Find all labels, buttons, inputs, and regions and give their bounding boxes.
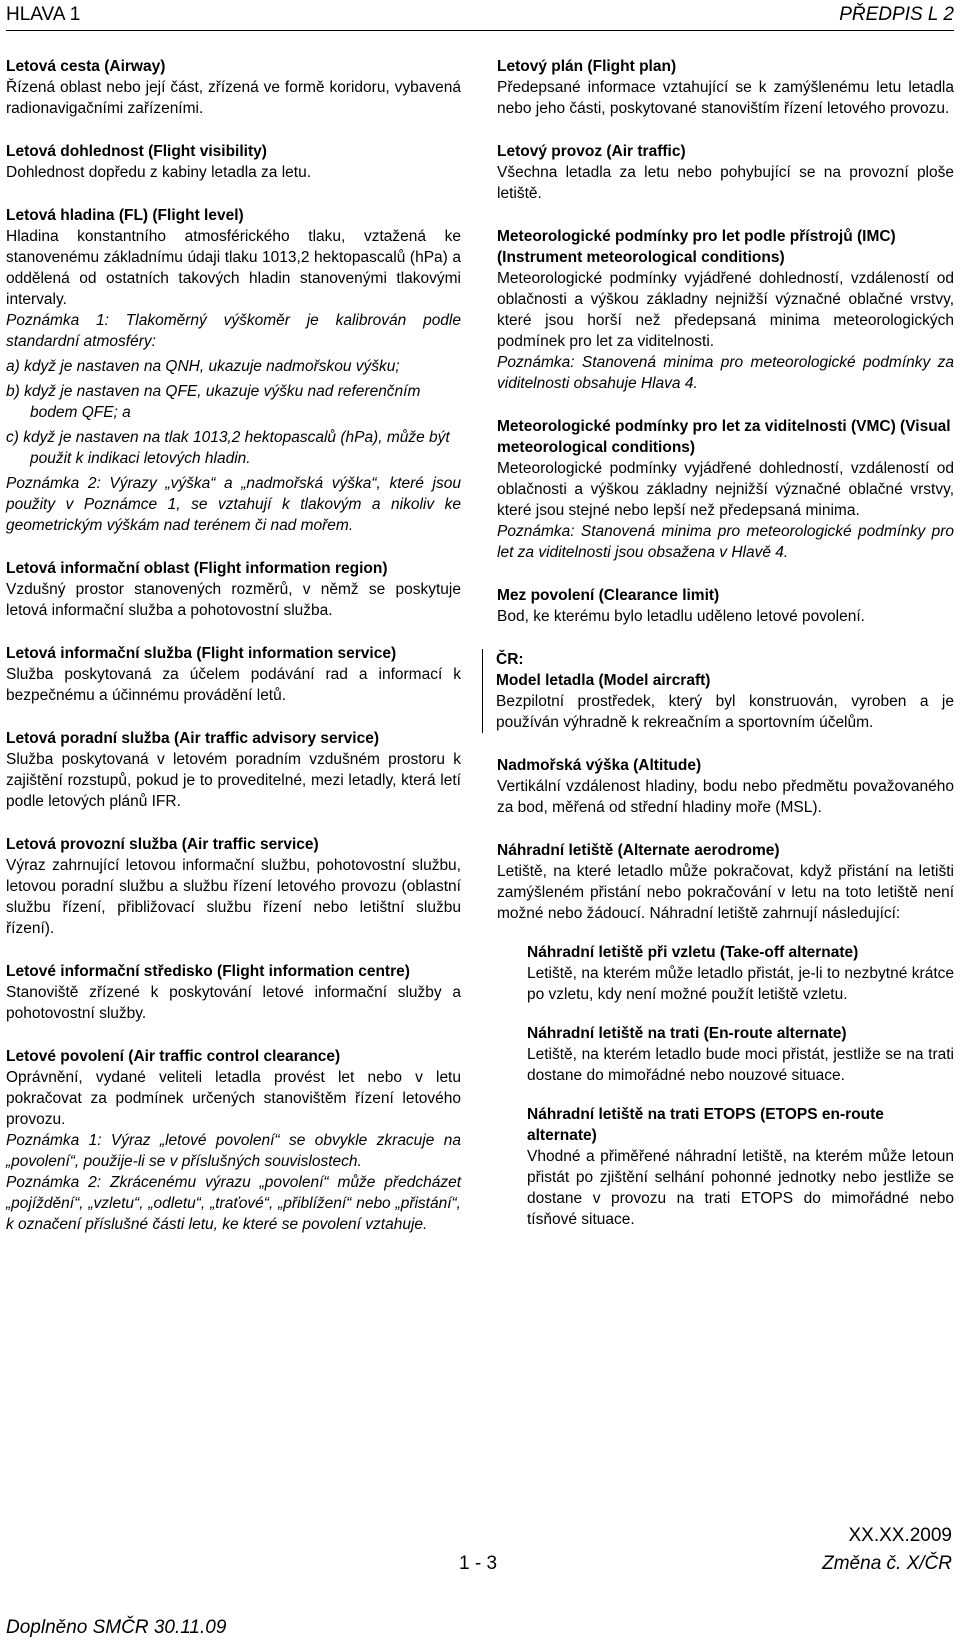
- term-body: Letiště, na které letadlo může pokračovat, když přistání na letišti zamýšleném přistání nebo pokračování v letu na toto letiště není možné nebo žádoucí. Náhradní letiště zahrnují následující:: [497, 863, 954, 922]
- definition-vmc: [497, 416, 954, 563]
- subterm-title: Náhradní letiště při vzletu (Take-off alternate): [527, 944, 859, 961]
- definition-altitude: [497, 755, 954, 818]
- term-title: Letové povolení (Air traffic control clearance): [6, 1048, 341, 1065]
- term-title: Meteorologické podmínky pro let za viditelnosti (VMC) (Visual meteorological conditions): [497, 418, 951, 456]
- definition-air-traffic: [497, 141, 954, 204]
- definition-airway: [6, 56, 461, 119]
- term-title: Letový plán (Flight plan): [497, 58, 677, 75]
- national-label: ČR:: [496, 651, 524, 668]
- term-body: Služba poskytovaná za účelem podávání rad a informací k bezpečnému a účinnému provádění letů.: [6, 666, 461, 704]
- definition-flight-visibility: [6, 141, 461, 183]
- note: Poznámka: Stanovená minima pro meteorologické podmínky za viditelnosti obsahuje Hlava 4.: [497, 354, 954, 392]
- subterm-title: Náhradní letiště na trati ETOPS (ETOPS en-route alternate): [527, 1106, 884, 1144]
- regulation-label: PŘEDPIS L 2: [839, 4, 954, 25]
- definition-flight-plan: [497, 56, 954, 119]
- term-title: Letové informační středisko (Flight information centre): [6, 963, 410, 980]
- footer-change: Změna č. X/ČR: [822, 1553, 952, 1574]
- definition-fis: [6, 643, 461, 706]
- term-title: Letová poradní služba (Air traffic advisory service): [6, 730, 379, 747]
- subterm-title: Náhradní letiště na trati (En-route alternate): [527, 1025, 847, 1042]
- term-body: Hladina konstantního atmosférického tlaku, vztažená ke stanovenému základnímu údaji tlaku 1013,2 hektopascalů (hPa) a oddělená od ostatních takových hladin stanovenými tlakovými intervaly.: [6, 228, 461, 308]
- definition-ats: [6, 834, 461, 939]
- term-body: Meteorologické podmínky vyjádřené dohledností, vzdáleností od oblačnosti a výškou základny nejnižší význačné oblačné vrstvy, které jsou horší než předepsaná minima meteorologických podmínek pro let za viditelnosti.: [497, 270, 954, 350]
- term-body: Bezpilotní prostředek, který byl konstruován, vyroben a je používán výhradně k rekreačním a sportovním účelům.: [496, 693, 954, 731]
- list-item: a) když je nastaven na QNH, ukazuje nadmořskou výšku;: [6, 358, 400, 375]
- definition-fir: [6, 558, 461, 621]
- term-body: Dohlednost dopředu z kabiny letadla za letu.: [6, 164, 312, 181]
- definition-atc-clearance: [6, 1046, 461, 1235]
- term-title: Letová hladina (FL) (Flight level): [6, 207, 244, 224]
- term-title: Náhradní letiště (Alternate aerodrome): [497, 842, 780, 859]
- term-body: Meteorologické podmínky vyjádřené dohledností, vzdáleností od oblačnosti a výškou základny nejnižší význačné oblačné vrstvy, které jsou stejné nebo lepší než předepsaná minima.: [497, 460, 954, 519]
- chapter-label: HLAVA 1: [6, 4, 81, 25]
- list-item: c) když je nastaven na tlak 1013,2 hektopascalů (hPa), může být použit k indikaci letových hladin.: [6, 429, 450, 467]
- term-title: Letová cesta (Airway): [6, 58, 166, 75]
- footer-supplement: Doplněno SMČR 30.11.09: [6, 1617, 227, 1638]
- definition-alternate-aerodrome: [497, 840, 954, 1230]
- subdefinition-takeoff: [527, 942, 954, 1005]
- term-title: Letová provozní služba (Air traffic service): [6, 836, 319, 853]
- term-body: Služba poskytovaná v letovém poradním vzdušném prostoru k zajištění rozstupů, pokud je to proveditelné, mezi letadly, která letí podle letových plánů IFR.: [6, 751, 461, 810]
- term-title: Meteorologické podmínky pro let podle přístrojů (IMC) (Instrument meteorological conditions): [497, 228, 896, 266]
- subterm-body: Letiště, na kterém letadlo bude moci přistát, jestliže se na trati dostane do mimořádné nebo nouzové situace.: [527, 1046, 954, 1084]
- national-addition: [482, 649, 954, 733]
- term-body: Předepsané informace vztahující se k zamýšlenému letu letadla nebo jeho části, poskytované stanovištím řízení letového provozu.: [497, 79, 954, 117]
- subdefinition-etops: [527, 1104, 954, 1230]
- subterm-body: Vhodné a přiměřené náhradní letiště, na kterém může letoun přistát po zjištění selhání pohonné jednotky nebo jestliže se dostane v provozu na trati ETOPS do mimořádné nebo tísňové situace.: [527, 1148, 954, 1228]
- page-header: [6, 4, 954, 31]
- term-body: Stanoviště zřízené k poskytování letové informační služby a pohotovostní služby.: [6, 984, 461, 1022]
- subterm-body: Letiště, na kterém může letadlo přistát, je-li to nezbytné krátce po vzletu, kdy není možné použít letiště vzletu.: [527, 965, 954, 1003]
- note: Poznámka 2: Výrazy „výška“ a „nadmořská výška“, které jsou použity v Poznámce 1, se vztahují k tlakovým a nikoliv ke geometrickým výškám nad terénem či nad mořem.: [6, 475, 461, 534]
- term-body: Oprávnění, vydané veliteli letadla provést let nebo v letu pokračovat za podmínek určených stanovištěm řízení letového provozu.: [6, 1069, 461, 1128]
- term-title: Letová informační oblast (Flight information region): [6, 560, 388, 577]
- note: Poznámka 2: Zkrácenému výrazu „povolení“ může předcházet „pojíždění“, „vzletu“, „odletu“, „traťové“, „přiblížení“ nebo „přistání“, k označení příslušné části letu, ke které se povolení vztahuje.: [6, 1174, 461, 1233]
- definition-fic: [6, 961, 461, 1024]
- term-title: Mez povolení (Clearance limit): [497, 587, 720, 604]
- term-body: Výraz zahrnující letovou informační službu, pohotovostní službu, letovou poradní službu a službu řízení letového provozu (oblastní službu řízení, přibližovací službu řízení nebo letištní službu řízení).: [6, 857, 461, 937]
- term-body: Bod, ke kterému bylo letadlu uděleno letové povolení.: [497, 608, 865, 625]
- right-column: [497, 56, 954, 1252]
- term-body: Vzdušný prostor stanovených rozměrů, v němž se poskytuje letová informační služba a pohotovostní služba.: [6, 581, 461, 619]
- left-column: [6, 56, 461, 1257]
- definition-advisory-service: [6, 728, 461, 812]
- note: Poznámka 1: Výraz „letové povolení“ se obvykle zkracuje na „povolení“, použije-li se v příslušných souvislostech.: [6, 1132, 461, 1170]
- term-body: Všechna letadla za letu nebo pohybující se na provozní ploše letiště.: [497, 164, 954, 202]
- term-title: Model letadla (Model aircraft): [496, 672, 711, 689]
- list-item: b) když je nastaven na QFE, ukazuje výšku nad referenčním bodem QFE; a: [6, 383, 421, 421]
- term-title: Letová dohlednost (Flight visibility): [6, 143, 267, 160]
- footer-date: XX.XX.2009: [848, 1525, 952, 1546]
- definition-imc: [497, 226, 954, 394]
- term-title: Nadmořská výška (Altitude): [497, 757, 702, 774]
- definition-clearance-limit: [497, 585, 954, 627]
- term-title: Letový provoz (Air traffic): [497, 143, 686, 160]
- definition-flight-level: [6, 205, 461, 536]
- footer-page-number: 1 - 3: [459, 1553, 498, 1574]
- term-title: Letová informační služba (Flight information service): [6, 645, 397, 662]
- note: Poznámka: Stanovená minima pro meteorologické podmínky pro let za viditelnosti jsou obsažena v Hlavě 4.: [497, 523, 954, 561]
- term-body: Vertikální vzdálenost hladiny, bodu nebo předmětu považovaného za bod, měřená od střední hladiny moře (MSL).: [497, 778, 954, 816]
- term-body: Řízená oblast nebo její část, zřízená ve formě koridoru, vybavená radionavigačními zařízeními.: [6, 79, 461, 117]
- note: Poznámka 1: Tlakoměrný výškoměr je kalibrován podle standardní atmosféry:: [6, 312, 461, 350]
- subdefinition-enroute: [527, 1023, 954, 1086]
